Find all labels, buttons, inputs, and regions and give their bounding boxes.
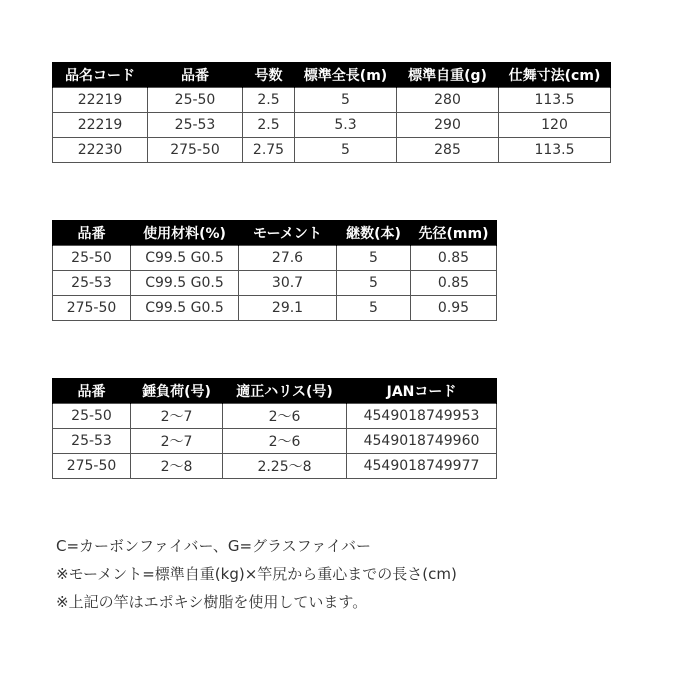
table-cell: 25-50: [53, 246, 131, 271]
table-cell: 25-50: [53, 404, 131, 429]
header-model-number: 品番: [53, 378, 131, 404]
table-cell: 113.5: [499, 138, 611, 163]
header-sections: 継数(本): [337, 220, 411, 246]
table-cell: 2〜6: [223, 429, 347, 454]
table-cell: 2〜7: [131, 429, 223, 454]
table-row: [53, 404, 497, 429]
table-cell: 0.85: [411, 271, 497, 296]
table-cell: C99.5 G0.5: [131, 296, 239, 321]
table-cell: 4549018749953: [347, 404, 497, 429]
table-cell: 0.95: [411, 296, 497, 321]
table-cell: 22230: [53, 138, 148, 163]
table-row: [53, 113, 611, 138]
table-cell: 5: [295, 88, 397, 113]
table-cell: 25-53: [53, 429, 131, 454]
header-model-number: 品番: [53, 220, 131, 246]
table-cell: 2〜7: [131, 404, 223, 429]
header-sinker-load: 錘負荷(号): [131, 378, 223, 404]
table-cell: 2.5: [243, 113, 295, 138]
table-cell: 5: [295, 138, 397, 163]
table-header-row: [53, 378, 497, 404]
note-epoxy-resin: ※上記の竿はエポキシ樹脂を使用しています。: [56, 593, 368, 611]
table-cell: 25-53: [148, 113, 243, 138]
table-cell: C99.5 G0.5: [131, 246, 239, 271]
table-cell: 285: [397, 138, 499, 163]
table-cell: 290: [397, 113, 499, 138]
table-cell: 5: [337, 246, 411, 271]
table-row: [53, 138, 611, 163]
table-cell: 27.6: [239, 246, 337, 271]
table-cell: 25-50: [148, 88, 243, 113]
table-cell: 5: [337, 296, 411, 321]
table-cell: 275-50: [148, 138, 243, 163]
spec-table-material: [52, 220, 497, 321]
table-cell: 5: [337, 271, 411, 296]
table-cell: 4549018749960: [347, 429, 497, 454]
table-cell: 5.3: [295, 113, 397, 138]
table-row: [53, 296, 497, 321]
table-cell: 0.85: [411, 246, 497, 271]
header-closed-length: 仕舞寸法(cm): [499, 62, 611, 88]
header-standard-weight: 標準自重(g): [397, 62, 499, 88]
table-cell: 2.75: [243, 138, 295, 163]
table-cell: 275-50: [53, 296, 131, 321]
table-cell: 2〜6: [223, 404, 347, 429]
table-cell: 280: [397, 88, 499, 113]
header-material: 使用材料(%): [131, 220, 239, 246]
table-header-row: [53, 220, 497, 246]
header-product-code: 品名コード: [53, 62, 148, 88]
header-size-number: 号数: [243, 62, 295, 88]
table-cell: 30.7: [239, 271, 337, 296]
table-cell: 22219: [53, 113, 148, 138]
table-cell: 120: [499, 113, 611, 138]
header-tip-diameter: 先径(mm): [411, 220, 497, 246]
header-model-number: 品番: [148, 62, 243, 88]
table-cell: 4549018749977: [347, 454, 497, 479]
table-header-row: [53, 62, 611, 88]
table-cell: 2.25〜8: [223, 454, 347, 479]
table-cell: 275-50: [53, 454, 131, 479]
table-row: [53, 454, 497, 479]
table-row: [53, 429, 497, 454]
table-cell: 113.5: [499, 88, 611, 113]
footnotes: [56, 532, 457, 616]
table-cell: 25-53: [53, 271, 131, 296]
spec-table-load: [52, 378, 497, 479]
header-standard-length: 標準全長(m): [295, 62, 397, 88]
table-cell: 29.1: [239, 296, 337, 321]
table-cell: 2〜8: [131, 454, 223, 479]
header-moment: モーメント: [239, 220, 337, 246]
header-leader-line: 適正ハリス(号): [223, 378, 347, 404]
table-row: [53, 88, 611, 113]
table-cell: 22219: [53, 88, 148, 113]
table-row: [53, 271, 497, 296]
table-cell: 2.5: [243, 88, 295, 113]
table-cell: C99.5 G0.5: [131, 271, 239, 296]
header-jan-code: JANコード: [347, 378, 497, 404]
note-moment-definition: ※モーメント=標準自重(kg)×竿尻から重心までの長さ(cm): [56, 565, 457, 583]
table-row: [53, 246, 497, 271]
spec-table-main: [52, 62, 611, 163]
note-material-legend: C=カーボンファイバー、G=グラスファイバー: [56, 537, 371, 555]
